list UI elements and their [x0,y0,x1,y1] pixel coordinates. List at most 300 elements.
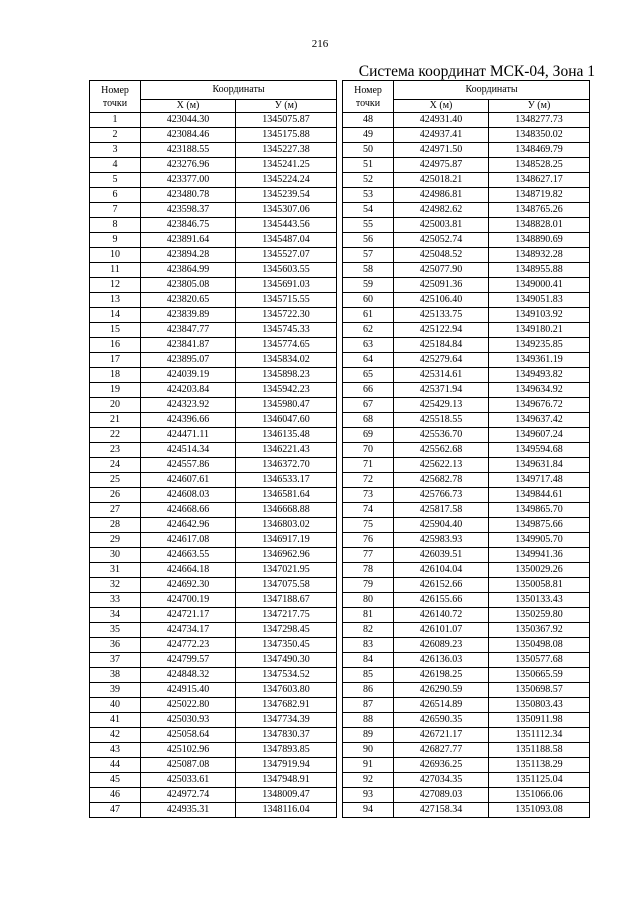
y-coordinate-cell: 1346581.64 [236,488,337,503]
y-coordinate-cell: 1346047.60 [236,413,337,428]
point-number-cell: 79 [343,578,394,593]
x-coordinate-cell: 424039.19 [141,368,236,383]
point-number-cell: 93 [343,788,394,803]
table-row [90,473,337,488]
table-row [343,698,590,713]
y-coordinate-cell: 1349637.42 [489,413,590,428]
x-coordinate-cell: 426590.35 [394,713,489,728]
x-coordinate-cell: 425562.68 [394,443,489,458]
y-coordinate-cell: 1345075.87 [236,113,337,128]
y-coordinate-cell: 1346135.48 [236,428,337,443]
table-row [90,698,337,713]
x-coordinate-cell: 424471.11 [141,428,236,443]
x-coordinate-cell: 426101.07 [394,623,489,638]
y-coordinate-cell: 1347534.52 [236,668,337,683]
y-coordinate-cell: 1345224.24 [236,173,337,188]
table-row [343,653,590,668]
point-number-cell: 45 [90,773,141,788]
y-coordinate-cell: 1346962.96 [236,548,337,563]
table-row [90,278,337,293]
table-row [343,203,590,218]
y-coordinate-cell: 1350498.08 [489,638,590,653]
table-row [343,443,590,458]
table-row [343,668,590,683]
x-coordinate-cell: 425682.78 [394,473,489,488]
point-number-cell: 58 [343,263,394,278]
page-number: 216 [311,38,329,50]
point-number-cell: 90 [343,743,394,758]
point-number-cell: 64 [343,353,394,368]
y-coordinate-cell: 1346372.70 [236,458,337,473]
table-row [90,383,337,398]
x-coordinate-cell: 424734.17 [141,623,236,638]
y-coordinate-cell: 1347948.91 [236,773,337,788]
table-row [343,788,590,803]
y-coordinate-cell: 1350259.80 [489,608,590,623]
x-coordinate-cell: 425371.94 [394,383,489,398]
y-coordinate-cell: 1345774.65 [236,338,337,353]
x-coordinate-cell: 423598.37 [141,203,236,218]
x-coordinate-cell: 424982.62 [394,203,489,218]
point-number-cell: 59 [343,278,394,293]
x-coordinate-cell: 423377.00 [141,173,236,188]
point-number-cell: 18 [90,368,141,383]
y-coordinate-cell: 1351125.04 [489,773,590,788]
table-row [343,413,590,428]
table-row [343,143,590,158]
table-row [90,668,337,683]
x-coordinate-cell: 426136.03 [394,653,489,668]
y-coordinate-cell: 1349607.24 [489,428,590,443]
point-number-cell: 32 [90,578,141,593]
x-coordinate-cell: 426827.77 [394,743,489,758]
x-coordinate-cell: 425018.21 [394,173,489,188]
point-number-cell: 33 [90,593,141,608]
x-coordinate-cell: 424935.31 [141,803,236,818]
point-number-cell: 70 [343,443,394,458]
y-coordinate-cell: 1345487.04 [236,233,337,248]
point-number-cell: 82 [343,623,394,638]
y-coordinate-cell: 1350133.43 [489,593,590,608]
y-coordinate-cell: 1347734.39 [236,713,337,728]
table-row [90,293,337,308]
table-row [90,203,337,218]
coordinates-table-body [343,113,590,818]
y-coordinate-cell: 1345722.30 [236,308,337,323]
table-row [90,143,337,158]
y-coordinate-cell: 1347830.37 [236,728,337,743]
x-coordinate-cell: 424664.18 [141,563,236,578]
point-number-cell: 78 [343,563,394,578]
y-coordinate-cell: 1349235.85 [489,338,590,353]
x-coordinate-cell: 426039.51 [394,548,489,563]
point-number-cell: 14 [90,308,141,323]
point-number-header-line2: точки [355,97,381,109]
x-coordinate-cell: 425102.96 [141,743,236,758]
x-coordinate-cell: 424617.08 [141,533,236,548]
point-number-cell: 16 [90,338,141,353]
x-coordinate-cell: 424975.87 [394,158,489,173]
x-coordinate-cell: 425106.40 [394,293,489,308]
x-coordinate-cell: 426152.66 [394,578,489,593]
x-coordinate-cell: 423846.75 [141,218,236,233]
point-number-cell: 9 [90,233,141,248]
y-coordinate-cell: 1348469.79 [489,143,590,158]
y-coordinate-cell: 1345942.23 [236,383,337,398]
table-row [90,323,337,338]
x-coordinate-cell: 423895.07 [141,353,236,368]
x-coordinate-cell: 424721.17 [141,608,236,623]
x-coordinate-cell: 424608.03 [141,488,236,503]
y-coordinate-cell: 1345715.55 [236,293,337,308]
x-coordinate-cell: 425904.40 [394,518,489,533]
y-coordinate-cell: 1349051.83 [489,293,590,308]
point-number-cell: 81 [343,608,394,623]
point-number-cell: 3 [90,143,141,158]
table-row [90,338,337,353]
table-row [90,233,337,248]
table-row [343,743,590,758]
table-row [343,758,590,773]
table-row [90,548,337,563]
table-row [90,263,337,278]
point-number-cell: 12 [90,278,141,293]
x-coordinate-cell: 426140.72 [394,608,489,623]
table-row [343,728,590,743]
point-number-cell: 60 [343,293,394,308]
table-row [90,173,337,188]
x-column-header: X (м) [141,100,236,113]
table-row [343,353,590,368]
point-number-cell: 68 [343,413,394,428]
point-number-header-line1: Номер [101,84,129,96]
x-coordinate-cell: 425184.84 [394,338,489,353]
x-coordinate-cell: 423891.64 [141,233,236,248]
table-row [343,503,590,518]
y-coordinate-cell: 1350911.98 [489,713,590,728]
y-coordinate-cell: 1346803.02 [236,518,337,533]
y-coordinate-cell: 1348765.26 [489,203,590,218]
table-row [90,788,337,803]
y-coordinate-cell: 1345239.54 [236,188,337,203]
table-row [343,113,590,128]
x-coordinate-cell: 424514.34 [141,443,236,458]
x-coordinate-cell: 425536.70 [394,428,489,443]
y-coordinate-cell: 1347188.67 [236,593,337,608]
y-coordinate-cell: 1346221.43 [236,443,337,458]
y-coordinate-cell: 1345980.47 [236,398,337,413]
y-coordinate-cell: 1349905.70 [489,533,590,548]
table-row [90,593,337,608]
point-number-cell: 87 [343,698,394,713]
y-coordinate-cell: 1349865.70 [489,503,590,518]
table-row [90,443,337,458]
x-coordinate-cell: 423841.87 [141,338,236,353]
y-coordinate-cell: 1345227.38 [236,143,337,158]
point-number-cell: 57 [343,248,394,263]
x-coordinate-cell: 426514.89 [394,698,489,713]
point-number-cell: 56 [343,233,394,248]
table-row [343,713,590,728]
coordinates-table-body [90,113,337,818]
x-coordinate-cell: 423480.78 [141,188,236,203]
table-row [343,563,590,578]
y-coordinate-cell: 1350698.57 [489,683,590,698]
point-number-cell: 49 [343,128,394,143]
y-coordinate-cell: 1345241.25 [236,158,337,173]
table-row [90,743,337,758]
y-coordinate-cell: 1346668.88 [236,503,337,518]
point-number-cell: 74 [343,503,394,518]
y-coordinate-cell: 1348277.73 [489,113,590,128]
table-row [343,773,590,788]
x-coordinate-cell: 425022.80 [141,698,236,713]
table-row [343,803,590,818]
point-number-cell: 31 [90,563,141,578]
x-coordinate-cell: 425314.61 [394,368,489,383]
table-row [343,248,590,263]
point-number-cell: 36 [90,638,141,653]
table-row [90,638,337,653]
y-coordinate-cell: 1345307.06 [236,203,337,218]
x-coordinate-cell: 426155.66 [394,593,489,608]
x-coordinate-cell: 425077.90 [394,263,489,278]
point-number-cell: 30 [90,548,141,563]
y-coordinate-cell: 1350665.59 [489,668,590,683]
point-number-cell: 19 [90,383,141,398]
y-coordinate-cell: 1345834.02 [236,353,337,368]
point-number-cell: 54 [343,203,394,218]
coordinates-table-left [89,80,337,818]
table-row [90,113,337,128]
y-coordinate-cell: 1348627.17 [489,173,590,188]
y-coordinate-cell: 1347603.80 [236,683,337,698]
point-number-cell: 80 [343,593,394,608]
y-coordinate-cell: 1347893.85 [236,743,337,758]
x-coordinate-cell: 426104.04 [394,563,489,578]
y-coordinate-cell: 1346917.19 [236,533,337,548]
point-number-cell: 89 [343,728,394,743]
table-row [90,353,337,368]
point-number-cell: 65 [343,368,394,383]
x-coordinate-cell: 424986.81 [394,188,489,203]
y-coordinate-cell: 1347021.95 [236,563,337,578]
table-row [90,128,337,143]
point-number-cell: 50 [343,143,394,158]
x-coordinate-cell: 425622.13 [394,458,489,473]
x-coordinate-cell: 424972.74 [141,788,236,803]
x-coordinate-cell: 424915.40 [141,683,236,698]
table-row [90,413,337,428]
table-row [343,263,590,278]
y-coordinate-cell: 1349493.82 [489,368,590,383]
table-row [90,563,337,578]
point-number-cell: 84 [343,653,394,668]
point-number-cell: 13 [90,293,141,308]
x-coordinate-cell: 424848.32 [141,668,236,683]
table-row [90,803,337,818]
y-coordinate-cell: 1348890.69 [489,233,590,248]
table-row [90,683,337,698]
point-number-cell: 38 [90,668,141,683]
y-coordinate-cell: 1348528.25 [489,158,590,173]
table-row [343,578,590,593]
table-row [343,398,590,413]
y-coordinate-cell: 1345443.56 [236,218,337,233]
y-coordinate-cell: 1349180.21 [489,323,590,338]
table-row [343,218,590,233]
point-number-cell: 46 [90,788,141,803]
table-row [90,188,337,203]
x-coordinate-cell: 427034.35 [394,773,489,788]
table-row [343,593,590,608]
y-coordinate-cell: 1348350.02 [489,128,590,143]
y-coordinate-cell: 1349941.36 [489,548,590,563]
x-coordinate-cell: 425052.74 [394,233,489,248]
point-number-cell: 23 [90,443,141,458]
point-number-cell: 71 [343,458,394,473]
y-coordinate-cell: 1349594.68 [489,443,590,458]
table-row [343,278,590,293]
x-coordinate-cell: 426936.25 [394,758,489,773]
point-number-cell: 75 [343,518,394,533]
y-coordinate-cell: 1348719.82 [489,188,590,203]
table-row [90,308,337,323]
table-row [343,323,590,338]
point-number-cell: 61 [343,308,394,323]
y-coordinate-cell: 1345898.23 [236,368,337,383]
point-number-cell: 6 [90,188,141,203]
point-number-cell: 39 [90,683,141,698]
x-coordinate-cell: 423044.30 [141,113,236,128]
table-row [343,428,590,443]
x-coordinate-cell: 425133.75 [394,308,489,323]
point-number-cell: 69 [343,428,394,443]
point-number-cell: 94 [343,803,394,818]
point-number-cell: 72 [343,473,394,488]
x-coordinate-cell: 424772.23 [141,638,236,653]
table-row [343,188,590,203]
table-row [343,638,590,653]
x-coordinate-cell: 423894.28 [141,248,236,263]
table-row [90,248,337,263]
table-row [90,773,337,788]
x-coordinate-cell: 425429.13 [394,398,489,413]
x-coordinate-cell: 427089.03 [394,788,489,803]
x-coordinate-cell: 423839.89 [141,308,236,323]
point-number-cell: 44 [90,758,141,773]
x-coordinate-cell: 425279.64 [394,353,489,368]
y-coordinate-cell: 1349103.92 [489,308,590,323]
table-row [343,233,590,248]
table-row [343,623,590,638]
x-coordinate-cell: 424668.66 [141,503,236,518]
y-coordinate-cell: 1345527.07 [236,248,337,263]
point-number-cell: 86 [343,683,394,698]
y-coordinate-cell: 1349000.41 [489,278,590,293]
table-row [90,488,337,503]
x-coordinate-cell: 425048.52 [394,248,489,263]
x-coordinate-cell: 423864.99 [141,263,236,278]
y-coordinate-cell: 1349631.84 [489,458,590,473]
x-coordinate-cell: 425003.81 [394,218,489,233]
y-coordinate-cell: 1345175.88 [236,128,337,143]
y-column-header: У (м) [489,100,590,113]
x-coordinate-cell: 424937.41 [394,128,489,143]
point-number-cell: 41 [90,713,141,728]
point-number-cell: 26 [90,488,141,503]
table-row [90,623,337,638]
x-coordinate-cell: 425983.93 [394,533,489,548]
point-number-cell: 83 [343,638,394,653]
point-number-cell: 91 [343,758,394,773]
point-number-cell: 53 [343,188,394,203]
x-coordinate-cell: 426089.23 [394,638,489,653]
point-number-cell: 2 [90,128,141,143]
point-number-cell: 40 [90,698,141,713]
point-number-cell: 24 [90,458,141,473]
table-row [343,383,590,398]
table-row [343,158,590,173]
point-number-cell: 22 [90,428,141,443]
y-coordinate-cell: 1345603.55 [236,263,337,278]
point-number-cell: 42 [90,728,141,743]
point-number-cell: 5 [90,173,141,188]
x-coordinate-cell: 423805.08 [141,278,236,293]
y-coordinate-cell: 1346533.17 [236,473,337,488]
point-number-cell: 21 [90,413,141,428]
table-row [90,218,337,233]
table-row [90,518,337,533]
point-number-cell: 76 [343,533,394,548]
x-coordinate-cell: 425817.58 [394,503,489,518]
table-row [90,728,337,743]
x-coordinate-cell: 424323.92 [141,398,236,413]
point-number-cell: 29 [90,533,141,548]
x-coordinate-cell: 426198.25 [394,668,489,683]
y-coordinate-cell: 1350803.43 [489,698,590,713]
point-number-cell: 20 [90,398,141,413]
x-coordinate-cell: 425091.36 [394,278,489,293]
table-row [90,458,337,473]
table-row [90,578,337,593]
table-row [90,428,337,443]
y-coordinate-cell: 1349844.61 [489,488,590,503]
point-number-cell: 77 [343,548,394,563]
y-coordinate-cell: 1350058.81 [489,578,590,593]
point-number-cell: 1 [90,113,141,128]
y-coordinate-cell: 1348828.01 [489,218,590,233]
x-coordinate-cell: 424663.55 [141,548,236,563]
table-row [90,713,337,728]
point-number-cell: 48 [343,113,394,128]
table-row [90,608,337,623]
point-number-cell: 25 [90,473,141,488]
y-coordinate-cell: 1349717.48 [489,473,590,488]
y-coordinate-cell: 1351066.06 [489,788,590,803]
point-number-cell: 63 [343,338,394,353]
y-coordinate-cell: 1348955.88 [489,263,590,278]
y-coordinate-cell: 1347075.58 [236,578,337,593]
table-row [90,503,337,518]
point-number-cell: 7 [90,203,141,218]
y-coordinate-cell: 1347217.75 [236,608,337,623]
y-coordinate-cell: 1349361.19 [489,353,590,368]
coordinate-system-title: Система координат МСК-04, Зона 1 [358,63,595,80]
y-coordinate-cell: 1349875.66 [489,518,590,533]
y-coordinate-cell: 1345691.03 [236,278,337,293]
y-coordinate-cell: 1347919.94 [236,758,337,773]
